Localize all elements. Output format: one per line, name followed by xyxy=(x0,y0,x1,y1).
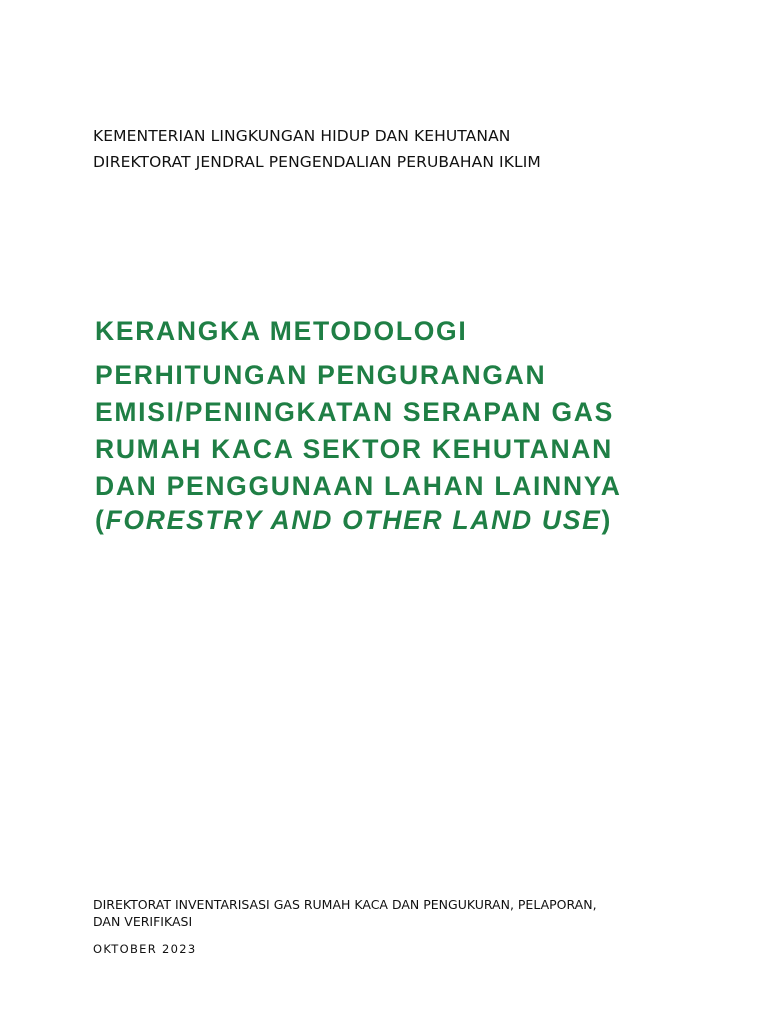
publisher-footer xyxy=(93,896,693,958)
title-line-english xyxy=(95,505,735,535)
title-line-5: DAN PENGGUNAAN LAHAN LAINNYA xyxy=(95,471,622,501)
publication-date: OKTOBER 2023 xyxy=(93,942,197,956)
ministry-header xyxy=(93,123,733,175)
ministry-name: KEMENTERIAN LINGKUNGAN HIDUP DAN KEHUTANAN xyxy=(93,127,511,145)
document-title xyxy=(95,313,735,535)
paren-open: ( xyxy=(95,505,106,535)
publisher-line-1: DIREKTORAT INVENTARISASI GAS RUMAH KACA DAN PENGUKURAN, PELAPORAN, xyxy=(93,897,597,912)
directorate-general-name: DIREKTORAT JENDRAL PENGENDALIAN PERUBAHAN IKLIM xyxy=(93,153,541,171)
english-subtitle: FORESTRY AND OTHER LAND USE xyxy=(105,505,602,535)
paren-close: ) xyxy=(601,505,613,535)
publisher-line-2: DAN VERIFIKASI xyxy=(93,914,193,929)
title-line-4: RUMAH KACA SEKTOR KEHUTANAN xyxy=(95,434,613,464)
title-line-1: KERANGKA METODOLOGI xyxy=(95,316,468,346)
title-line-3: EMISI/PENINGKATAN SERAPAN GAS xyxy=(95,397,614,427)
title-line-2: PERHITUNGAN PENGURANGAN xyxy=(95,360,547,390)
